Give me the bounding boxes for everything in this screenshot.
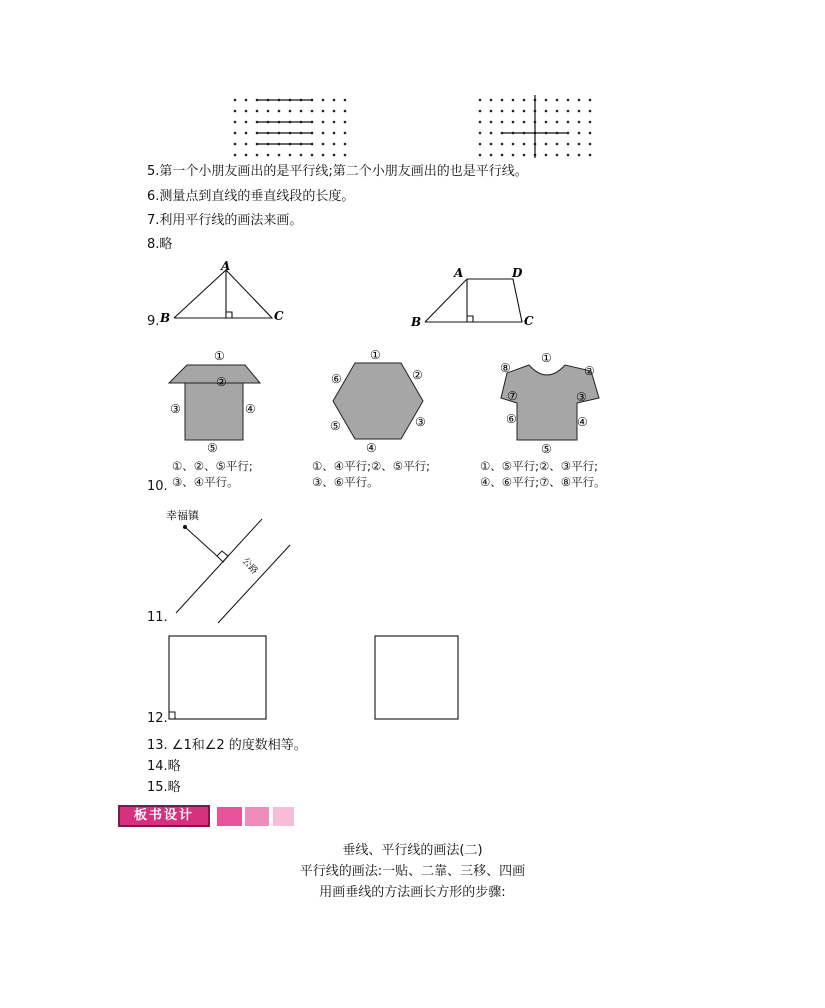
- grid-dot: [333, 143, 336, 146]
- edge-label: ①: [214, 349, 225, 363]
- label-C: C: [274, 309, 284, 323]
- grid-dot: [479, 99, 482, 102]
- town-label: 幸福镇: [166, 509, 199, 522]
- grid-dot: [589, 132, 592, 135]
- grid-dot: [322, 110, 325, 113]
- edge-label: ①: [370, 348, 381, 362]
- grid-dot: [322, 99, 325, 102]
- edge-label: ⑥: [331, 372, 342, 386]
- grid-dot: [589, 121, 592, 124]
- grid-dot: [578, 143, 581, 146]
- edge-label: ②: [216, 375, 227, 389]
- grid-dot: [234, 110, 237, 113]
- dot-grid-left: [225, 92, 355, 162]
- grid-dot: [256, 110, 259, 113]
- answer-15: 15.略: [147, 780, 181, 795]
- tshirt-figure: [495, 345, 607, 460]
- edge-label: ⑤: [207, 441, 218, 455]
- grid-dot: [545, 143, 548, 146]
- edge-label: ⑧: [500, 361, 511, 375]
- grid-dot: [278, 154, 281, 157]
- answer-8: 8.略: [147, 237, 173, 252]
- edge-label: ④: [577, 415, 588, 429]
- grid-dot: [479, 121, 482, 124]
- grid-dot: [322, 132, 325, 135]
- grid-dot: [501, 121, 504, 124]
- grid-dot: [234, 154, 237, 157]
- grid-dot: [490, 132, 493, 135]
- label-A: A: [221, 259, 231, 273]
- grid-dot: [578, 154, 581, 157]
- board-design-banner: 板书设计: [118, 805, 210, 827]
- edge-label: ⑥: [506, 412, 517, 426]
- grid-dot: [556, 110, 559, 113]
- edge-label: ③: [170, 402, 181, 416]
- trapezoid-figure: [405, 262, 555, 332]
- grid-dot: [344, 132, 347, 135]
- grid-dot: [344, 143, 347, 146]
- edge-label: ③: [415, 415, 426, 429]
- answer-12-number: 12.: [147, 711, 168, 726]
- answer-14: 14.略: [147, 759, 181, 774]
- label-D: D: [512, 266, 523, 280]
- answer-5: 5.第一个小朋友画出的是平行线;第二个小朋友画出的也是平行线。: [147, 164, 528, 179]
- grid-dot: [234, 143, 237, 146]
- grid-dot: [245, 132, 248, 135]
- grid-dot: [523, 143, 526, 146]
- grid-dot: [479, 143, 482, 146]
- edge-label: ⑤: [330, 419, 341, 433]
- house-caption-1: ①、②、⑤平行;: [172, 459, 253, 473]
- grid-dot: [512, 143, 515, 146]
- edge-label: ⑤: [541, 442, 552, 456]
- grid-dot: [479, 132, 482, 135]
- house-figure: [165, 345, 270, 460]
- label-B: B: [411, 315, 422, 329]
- grid-dot: [501, 110, 504, 113]
- grid-dot: [289, 154, 292, 157]
- grid-dot: [490, 110, 493, 113]
- grid-dot: [333, 132, 336, 135]
- banner-decor-square: [217, 807, 242, 826]
- grid-dot: [556, 99, 559, 102]
- grid-dot: [501, 132, 504, 135]
- grid-dot: [589, 143, 592, 146]
- grid-dot: [567, 121, 570, 124]
- grid-dot: [567, 154, 570, 157]
- edge-label: ①: [541, 351, 552, 365]
- grid-dot: [523, 99, 526, 102]
- road-label: 公路: [239, 556, 260, 577]
- tshirt-caption-1: ①、⑤平行;②、③平行;: [480, 459, 598, 473]
- rectangle-figure-1: [165, 632, 275, 724]
- grid-dot: [501, 143, 504, 146]
- grid-dot: [589, 99, 592, 102]
- grid-dot: [556, 154, 559, 157]
- edge-label: ⑦: [507, 389, 518, 403]
- grid-dot: [479, 110, 482, 113]
- triangle-figure: [158, 258, 298, 328]
- grid-dot: [567, 132, 570, 135]
- edge-label: ④: [366, 441, 377, 455]
- grid-dot: [567, 143, 570, 146]
- answer-9-number: 9.: [147, 314, 160, 329]
- grid-dot: [322, 121, 325, 124]
- grid-dot: [523, 110, 526, 113]
- grid-dot: [300, 110, 303, 113]
- grid-dot: [344, 121, 347, 124]
- grid-dot: [322, 143, 325, 146]
- grid-dot: [567, 110, 570, 113]
- grid-dot: [545, 121, 548, 124]
- grid-dot: [344, 154, 347, 157]
- grid-dot: [512, 99, 515, 102]
- grid-dot: [578, 121, 581, 124]
- grid-dot: [490, 121, 493, 124]
- grid-dot: [589, 154, 592, 157]
- answer-6: 6.测量点到直线的垂直线段的长度。: [147, 189, 355, 204]
- label-B: B: [160, 311, 171, 325]
- grid-dot: [289, 110, 292, 113]
- hexagon-caption-2: ③、⑥平行。: [312, 475, 379, 489]
- grid-dot: [333, 110, 336, 113]
- grid-dot: [523, 154, 526, 157]
- label-C: C: [524, 314, 534, 328]
- grid-dot: [490, 99, 493, 102]
- grid-dot: [344, 99, 347, 102]
- grid-dot: [311, 154, 314, 157]
- grid-dot: [245, 110, 248, 113]
- grid-dot: [245, 143, 248, 146]
- grid-dot: [490, 154, 493, 157]
- grid-dot: [512, 110, 515, 113]
- label-A: A: [454, 266, 464, 280]
- grid-dot: [523, 121, 526, 124]
- edge-label: ④: [245, 402, 256, 416]
- grid-dot: [245, 121, 248, 124]
- grid-dot: [256, 154, 259, 157]
- grid-dot: [245, 154, 248, 157]
- tshirt-caption-2: ④、⑥平行;⑦、⑧平行。: [480, 475, 606, 489]
- grid-dot: [333, 99, 336, 102]
- grid-dot: [322, 154, 325, 157]
- grid-dot: [512, 154, 515, 157]
- grid-dot: [234, 132, 237, 135]
- grid-dot: [479, 154, 482, 157]
- edge-label: ②: [584, 364, 595, 378]
- edge-label: ②: [412, 368, 423, 382]
- banner-decor-square: [273, 807, 294, 826]
- answer-13: 13. ∠1和∠2 的度数相等。: [147, 738, 307, 753]
- board-line-2: 用画垂线的方法画长方形的步骤:: [319, 885, 506, 900]
- board-title: 垂线、平行线的画法(二): [342, 843, 483, 858]
- grid-dot: [578, 99, 581, 102]
- house-caption-2: ③、④平行。: [172, 475, 239, 489]
- grid-dot: [267, 110, 270, 113]
- board-line-1: 平行线的画法:一贴、二靠、三移、四画: [299, 864, 526, 879]
- grid-dot: [267, 154, 270, 157]
- grid-dot: [245, 99, 248, 102]
- grid-dot: [490, 143, 493, 146]
- rectangle-figure-2: [370, 632, 465, 724]
- grid-dot: [567, 99, 570, 102]
- dot-grid-right: [470, 92, 600, 162]
- edge-label: ③: [576, 390, 587, 404]
- grid-dot: [501, 99, 504, 102]
- town-road-figure: [160, 505, 300, 625]
- grid-dot: [234, 121, 237, 124]
- grid-dot: [278, 110, 281, 113]
- grid-dot: [311, 110, 314, 113]
- grid-dot: [556, 143, 559, 146]
- hexagon-figure: [325, 345, 435, 460]
- grid-dot: [545, 154, 548, 157]
- grid-dot: [300, 154, 303, 157]
- grid-dot: [333, 121, 336, 124]
- grid-dot: [545, 110, 548, 113]
- grid-dot: [501, 154, 504, 157]
- grid-dot: [512, 121, 515, 124]
- grid-dot: [234, 99, 237, 102]
- grid-dot: [556, 121, 559, 124]
- grid-dot: [578, 132, 581, 135]
- answer-11-number: 11.: [147, 610, 168, 625]
- grid-dot: [344, 110, 347, 113]
- grid-dot: [333, 154, 336, 157]
- grid-dot: [589, 110, 592, 113]
- answer-10-number: 10.: [147, 479, 168, 494]
- answer-7: 7.利用平行线的画法来画。: [147, 213, 303, 228]
- banner-decor-square: [245, 807, 269, 826]
- hexagon-caption-1: ①、④平行;②、⑤平行;: [312, 459, 430, 473]
- grid-dot: [545, 99, 548, 102]
- grid-dot: [578, 110, 581, 113]
